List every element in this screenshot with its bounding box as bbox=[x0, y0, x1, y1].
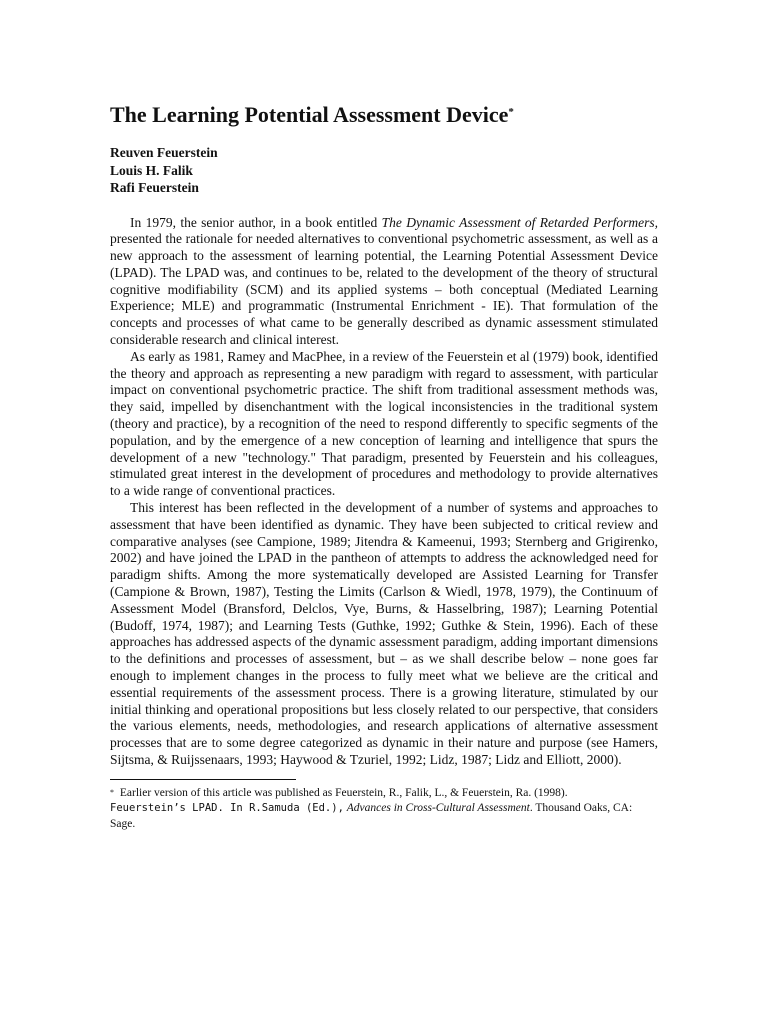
paper-title-text: The Learning Potential Assessment Device bbox=[110, 102, 509, 127]
footnote: * Earlier version of this article was published as Feuerstein, R., Falik, L., & Feuerstein, Ra. (1998). Feuerstein’s LPAD. In R.Samuda (Ed.), Advances in Cross-Cultural Assessment. Thousand Oaks, CA: Sage. bbox=[110, 786, 633, 830]
footnote-book-title: Advances in Cross-Cultural Assessment bbox=[346, 802, 530, 815]
author-2: Louis H. Falik bbox=[110, 162, 193, 178]
book-title: The Dynamic Assessment of Retarded Performers, bbox=[381, 214, 658, 230]
title-footnote-marker: * bbox=[508, 106, 514, 118]
paragraph-2: As early as 1981, Ramey and MacPhee, in a review of the Feuerstein et al (1979) book, identified the theory and approach as representing a new paradigm with regard to assessment, with particular impact on conventional psychometric practice. The shift from traditional assessment methods was, they said, impelled by disenchantment with the logical inconsistencies in the traditional system (theory and practice), by a recognition of the need to respond differently to specific segments of the population, and by the emergence of a new conception of learning and intelligence that spurs the development of a new "technology." That paradigm, presented by Feuerstein and his colleagues, stimulated great interest in the development of procedures and methodology to provide alternatives to a wide range of conventional practices. bbox=[110, 348, 658, 499]
author-list bbox=[110, 144, 658, 197]
footnote-divider bbox=[110, 779, 296, 780]
footnote-marker: * bbox=[110, 787, 114, 797]
author-1: Reuven Feuerstein bbox=[110, 145, 218, 160]
author-3: Rafi Feuerstein bbox=[110, 180, 199, 195]
paper-title bbox=[110, 100, 658, 130]
document-page bbox=[110, 100, 658, 832]
paragraph-3: This interest has been reflected in the development of a number of systems and approaches to assessment that have been identified as dynamic. They have been subjected to critical review and comparative analyses (see Campione, 1989; Jitendra & Kameenui, 1993; Sternberg and Grigirenko, 2002) and have joined the LPAD in the pantheon of attempts to address the acknowledged need for paradigm shifts. Among the more systematically developed are Assisted Learning for Transfer (Campione & Brown, 1987), Testing the Limits (Carlson & Wiedl, 1978, 1979), the Continuum of Assessment Model (Bransford, Delclos, Vye, Burns, & Hasselbring, 1987); Learning Potential (Budoff, 1974, 1987); and Learning Tests (Guthke, 1992; Guthke & Stein, 1996). Each of these approaches has addressed aspects of the dynamic assessment paradigm, adding important dimensions to the definitions and processes of assessment, but – as we shall describe below – none goes far enough to implement changes in the process to fully meet what we believe are the critical and essential requirements of the assessment process. There is a growing literature, stimulated by our initial thinking and operational propositions but less closely related to our perspective, that considers the various elements, needs, methodologies, and research applications of alternative assessment processes that are to some degree categorized as dynamic in their nature and purpose (see Hamers, Sijtsma, & Ruijssenaars, 1993; Haywood & Tzuriel, 1992; Lidz, 1987; Lidz and Elliott, 2000). bbox=[110, 500, 658, 767]
body-text bbox=[110, 215, 658, 769]
paragraph-1: In 1979, the senior author, in a book entitled The Dynamic Assessment of Retarded Performers, presented the rationale for needed alternatives to conventional psychometric assessment, as well as a new approach to the assessment of learning potential, the Learning Potential Assessment Device (LPAD). The LPAD was, and continues to be, related to the development of the theory of structural cognitive modifiability (SCM) and its applied systems – both conceptual (Mediated Learning Experience; MLE) and programmatic (Instrumental Enrichment - IE). That formulation of the concepts and processes of what came to be generally described as dynamic assessment stimulated considerable research and clinical interest. bbox=[110, 214, 658, 348]
